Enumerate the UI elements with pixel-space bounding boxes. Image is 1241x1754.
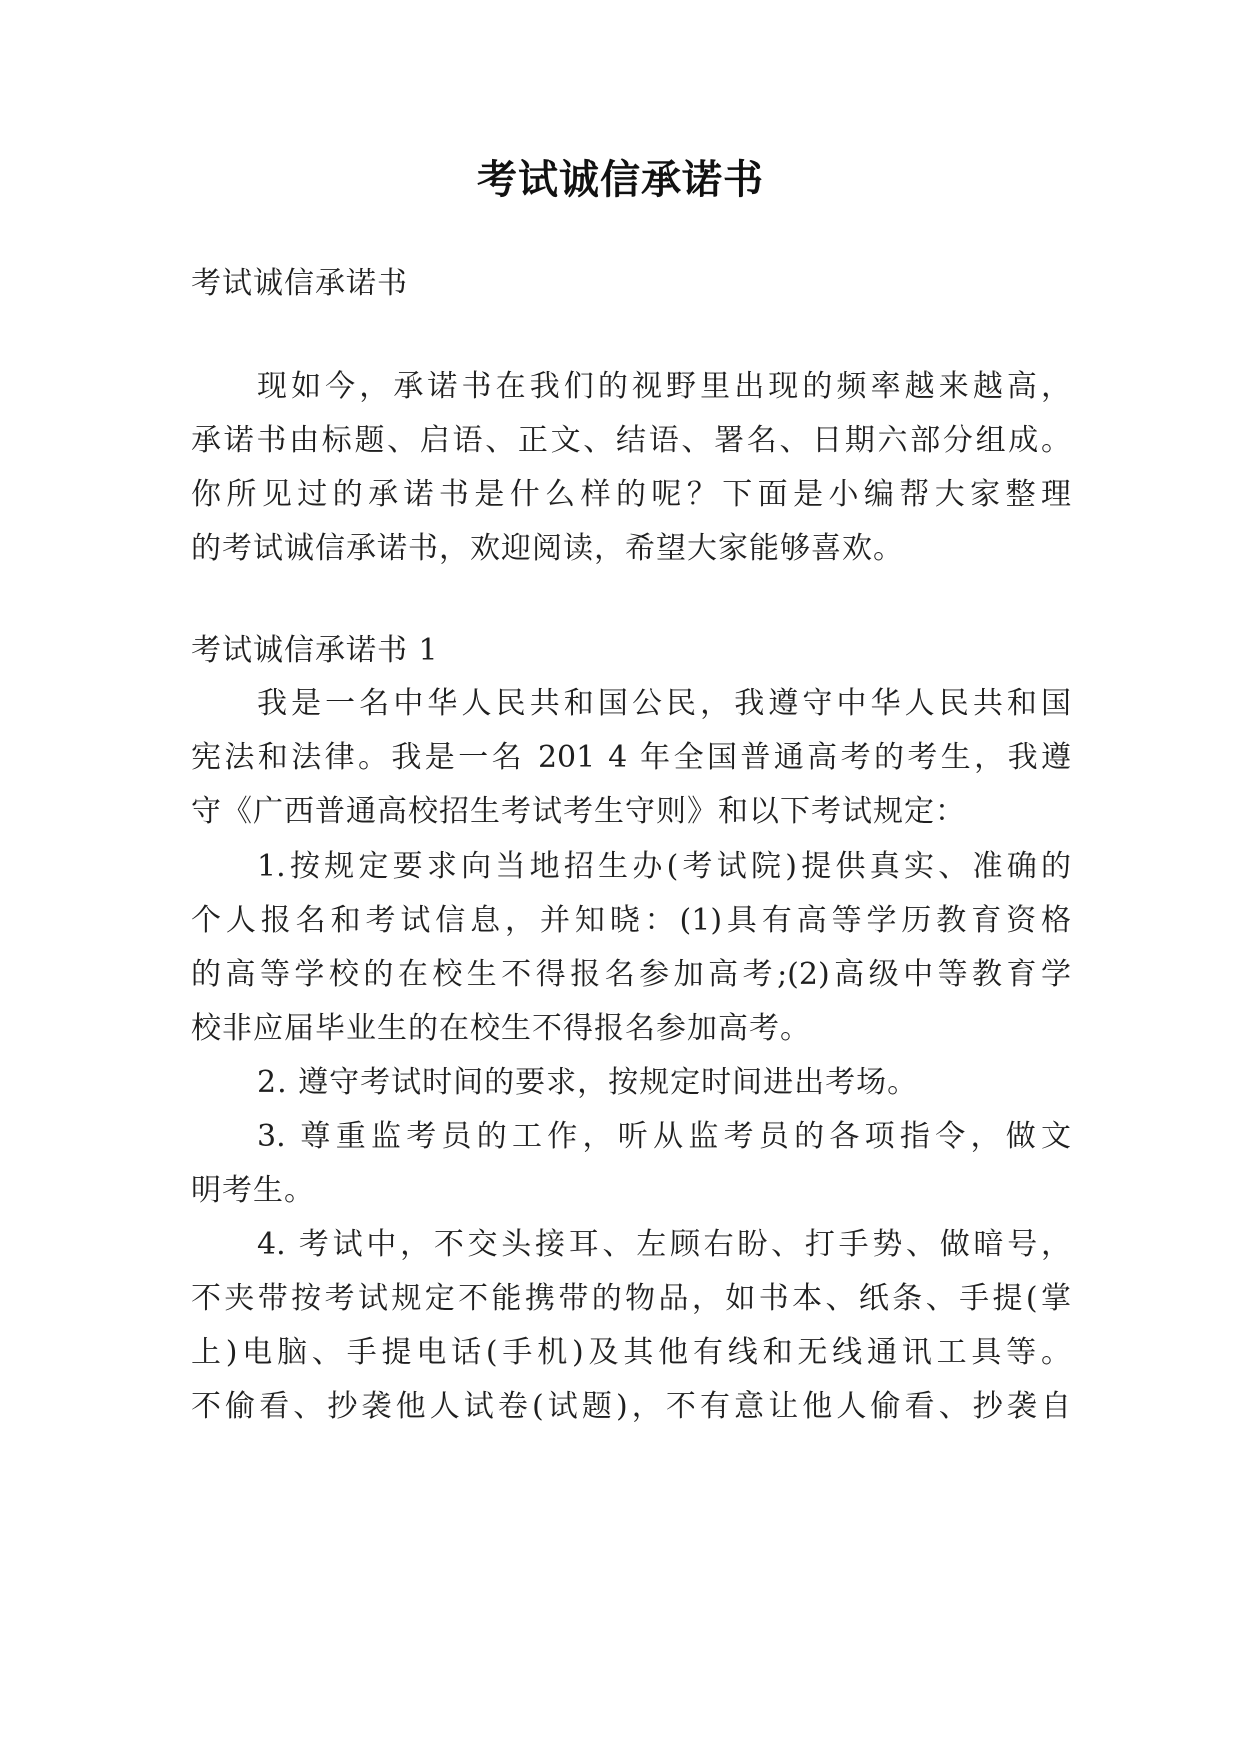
intro-line: 现如今，承诺书在我们的视野里出现的频率越来越高，	[257, 369, 1071, 404]
section-heading: 考试诚信承诺书 1	[191, 633, 439, 668]
body-line: 不夹带按考试规定不能携带的物品，如书本、纸条、手提(掌	[191, 1281, 1071, 1316]
body-line: 1.按规定要求向当地招生办(考试院)提供真实、准确的	[257, 849, 1071, 884]
body-line: 3. 尊重监考员的工作，听从监考员的各项指令，做文	[257, 1119, 1071, 1154]
body-line: 宪法和法律。我是一名 201 4 年全国普通高考的考生，我遵	[191, 740, 1071, 775]
intro-line: 的考试诚信承诺书，欢迎阅读，希望大家能够喜欢。	[191, 531, 904, 566]
body-line: 不偷看、抄袭他人试卷(试题)，不有意让他人偷看、抄袭自	[191, 1389, 1071, 1424]
body-line: 的高等学校的在校生不得报名参加高考;(2)高级中等教育学	[191, 957, 1071, 992]
body-line: 守《广西普通高校招生考试考生守则》和以下考试规定：	[191, 794, 966, 829]
body-line: 我是一名中华人民共和国公民，我遵守中华人民共和国	[257, 686, 1071, 721]
intro-line: 承诺书由标题、启语、正文、结语、署名、日期六部分组成。	[191, 423, 1071, 458]
document-title: 考试诚信承诺书	[477, 157, 764, 203]
body-line: 明考生。	[191, 1173, 315, 1208]
body-line: 4. 考试中，不交头接耳、左顾右盼、打手势、做暗号，	[257, 1227, 1071, 1262]
body-line: 2. 遵守考试时间的要求，按规定时间进出考场。	[257, 1065, 919, 1100]
body-line: 校非应届毕业生的在校生不得报名参加高考。	[191, 1011, 811, 1046]
body-line: 上)电脑、手提电话(手机)及其他有线和无线通讯工具等。	[191, 1335, 1071, 1370]
subheading: 考试诚信承诺书	[191, 266, 408, 301]
body-line: 个人报名和考试信息，并知晓：(1)具有高等学历教育资格	[191, 903, 1071, 938]
intro-line: 你所见过的承诺书是什么样的呢？下面是小编帮大家整理	[191, 477, 1071, 512]
